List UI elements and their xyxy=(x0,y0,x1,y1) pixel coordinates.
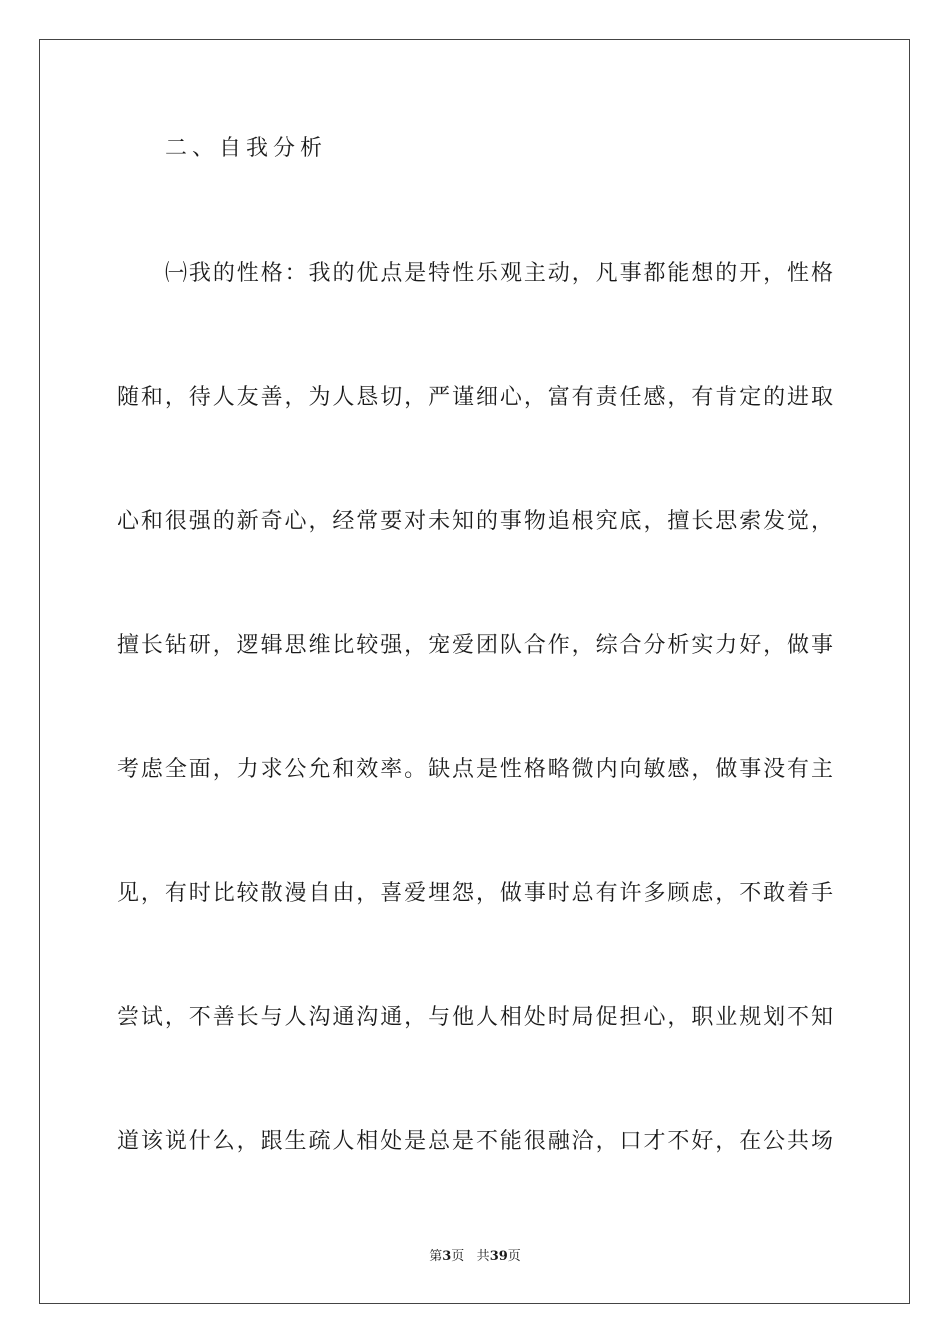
page-suffix: 页 xyxy=(451,1249,465,1264)
page-footer xyxy=(0,1249,950,1265)
total-prefix: 共 xyxy=(476,1249,490,1264)
paragraph-line: 道该说什么，跟生疏人相处是总是不能很融洽，口才不好，在公共场 xyxy=(117,1129,833,1154)
paragraph-line: 尝试，不善长与人沟通沟通，与他人相处时局促担心，职业规划不知 xyxy=(117,1005,833,1030)
total-suffix: 页 xyxy=(507,1249,521,1264)
section-heading: 二、自我分析 xyxy=(165,136,328,161)
total-page-count: 39 xyxy=(489,1249,508,1264)
paragraph-line: 见，有时比较散漫自由，喜爱埋怨，做事时总有许多顾虑，不敢着手 xyxy=(117,881,833,906)
page-border xyxy=(39,39,910,1304)
current-page-number: 3 xyxy=(442,1249,452,1264)
paragraph-line: 擅长钻研，逻辑思维比较强，宠爱团队合作，综合分析实力好，做事 xyxy=(117,633,833,658)
paragraph-line: ㈠我的性格：我的优点是特性乐观主动，凡事都能想的开，性格 xyxy=(165,261,833,286)
page-prefix: 第 xyxy=(429,1249,443,1264)
paragraph-line: 心和很强的新奇心，经常要对未知的事物追根究底，擅长思索发觉， xyxy=(117,509,833,534)
paragraph-line: 随和，待人友善，为人恳切，严谨细心，富有责任感，有肯定的进取 xyxy=(117,385,833,410)
paragraph-line: 考虑全面，力求公允和效率。缺点是性格略微内向敏感，做事没有主 xyxy=(117,757,833,782)
